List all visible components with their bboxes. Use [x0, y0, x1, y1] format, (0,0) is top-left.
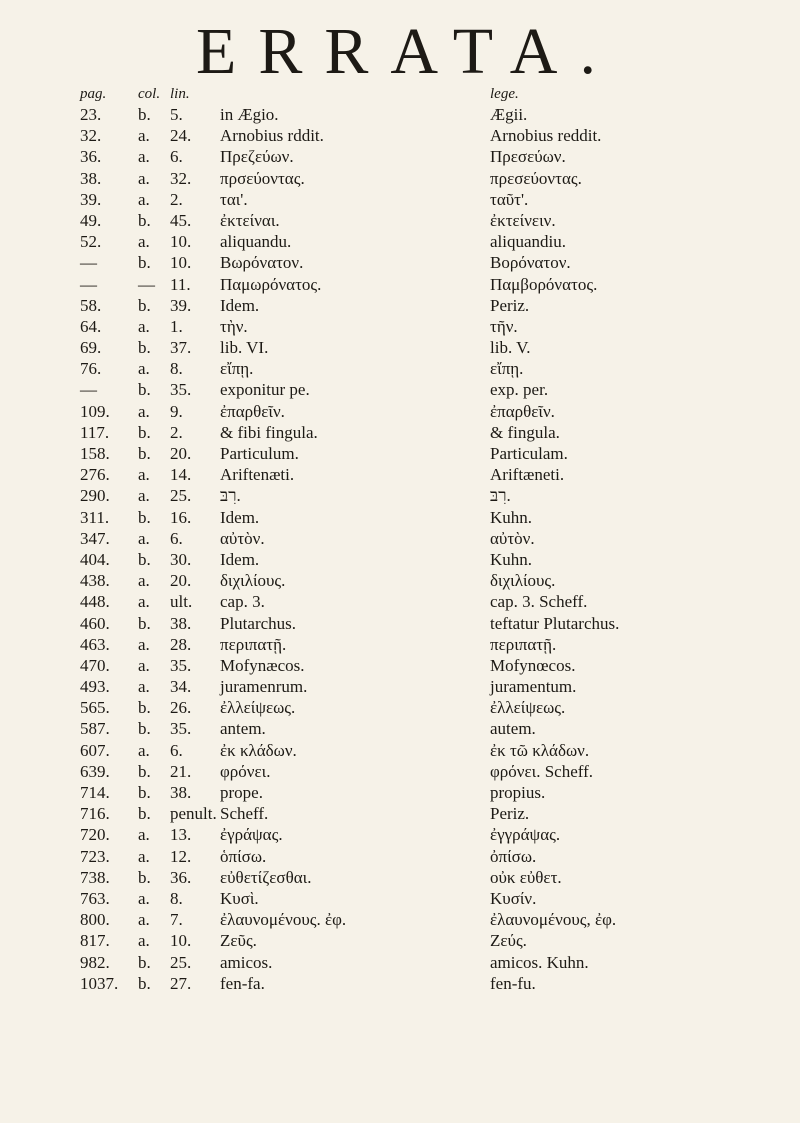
- errata-column: b.: [138, 295, 151, 315]
- errata-page-number: 817.: [80, 931, 110, 951]
- errata-page-number: 714.: [80, 783, 110, 802]
- errata-page-number: 64.: [80, 316, 102, 336]
- errata-correct-reading: aliquandiu.: [490, 232, 567, 252]
- errata-wrong-reading: lib. VI.: [220, 338, 269, 358]
- errata-column: a.: [138, 486, 150, 506]
- errata-correct-reading: οὐκ εὐθετ.: [490, 867, 562, 887]
- errata-page-number: 607.: [80, 740, 110, 760]
- errata-line: 36.: [170, 867, 192, 887]
- errata-row: [80, 507, 760, 528]
- errata-line: 26.: [170, 698, 192, 718]
- errata-correct-reading: Πρεσεύων.: [490, 147, 566, 167]
- errata-column: a.: [138, 677, 150, 697]
- errata-header-row: [80, 84, 760, 104]
- errata-column: b.: [138, 422, 151, 442]
- page-title: ERRATA.: [196, 15, 618, 88]
- errata-correct-reading: ταῦτ'.: [490, 189, 529, 209]
- errata-row: [80, 973, 760, 994]
- errata-correct-reading: Βορόνατον.: [490, 253, 571, 273]
- errata-row: [80, 422, 760, 443]
- errata-wrong-reading: Scheff.: [220, 804, 269, 824]
- errata-page-number: 76.: [80, 359, 102, 379]
- errata-page-number: 982.: [80, 952, 110, 972]
- errata-row: [80, 210, 760, 231]
- errata-column: —: [138, 274, 155, 294]
- errata-correct-reading: Mofynœcos.: [490, 655, 576, 675]
- errata-column: a.: [138, 465, 150, 485]
- errata-page-number: 738.: [80, 867, 110, 887]
- errata-page-number: 49.: [80, 210, 102, 230]
- errata-row: [80, 464, 760, 485]
- errata-wrong-reading: ἐπαρθεῖν.: [220, 401, 285, 421]
- errata-row: [80, 909, 760, 930]
- errata-line: 10.: [170, 931, 192, 951]
- errata-row: [80, 528, 760, 549]
- errata-correct-reading: ἐλαυνομένους, ἐφ.: [490, 910, 617, 930]
- errata-page-number: 463.: [80, 634, 110, 654]
- errata-line: 21.: [170, 761, 192, 781]
- errata-column: b.: [138, 210, 151, 230]
- errata-wrong-reading: φρόνει.: [220, 761, 271, 781]
- errata-line: 2.: [170, 422, 183, 442]
- errata-correct-reading: Ζεύς.: [490, 931, 527, 951]
- errata-line: 8.: [170, 359, 183, 379]
- errata-column: a.: [138, 888, 150, 908]
- errata-correct-reading: αὐτὸν.: [490, 528, 535, 548]
- errata-page-number: 347.: [80, 528, 110, 548]
- errata-row: [80, 952, 760, 973]
- errata-correct-reading: & fingula.: [490, 422, 560, 442]
- errata-correct-reading: Ariftæneti.: [490, 465, 565, 485]
- errata-correct-reading: περιπατῇ.: [490, 634, 557, 654]
- errata-line: 6.: [170, 740, 183, 760]
- errata-line: 5.: [170, 105, 183, 124]
- errata-correct-reading: רִבּ.: [490, 486, 511, 506]
- errata-row: [80, 295, 760, 316]
- errata-wrong-reading: antem.: [220, 719, 266, 739]
- errata-page-number: 52.: [80, 232, 102, 252]
- errata-wrong-reading: διχιλίους.: [220, 571, 286, 591]
- errata-page-number: 32.: [80, 126, 102, 146]
- errata-wrong-reading: juramenrum.: [220, 677, 308, 697]
- errata-column: a.: [138, 655, 150, 675]
- errata-page-number: 39.: [80, 189, 102, 209]
- errata-row: [80, 634, 760, 655]
- errata-wrong-reading: ὁπίσω.: [220, 846, 267, 866]
- errata-page-number: 69.: [80, 338, 102, 358]
- errata-wrong-reading: Mofynæcos.: [220, 655, 305, 675]
- errata-wrong-reading: Idem.: [220, 295, 260, 315]
- errata-row: [80, 252, 760, 273]
- errata-page-number: 404.: [80, 549, 110, 569]
- errata-row: [80, 655, 760, 676]
- errata-row: [80, 358, 760, 379]
- errata-column: b.: [138, 952, 151, 972]
- errata-column: b.: [138, 338, 151, 358]
- errata-wrong-reading: Παμωρόνατος.: [220, 274, 322, 294]
- errata-page-number: 438.: [80, 571, 110, 591]
- errata-correct-reading: propius.: [490, 783, 546, 802]
- errata-row: [80, 570, 760, 591]
- errata-correct-reading: Kuhn.: [490, 549, 533, 569]
- errata-line: 10.: [170, 232, 192, 252]
- errata-line: 12.: [170, 846, 192, 866]
- errata-wrong-reading: Βωρόνατον.: [220, 253, 304, 273]
- errata-page-number: 23.: [80, 105, 102, 124]
- errata-line: 20.: [170, 571, 192, 591]
- errata-row: [80, 401, 760, 422]
- errata-page-number: 448.: [80, 592, 110, 612]
- errata-page-number: 311.: [80, 507, 110, 527]
- errata-wrong-reading: Arnobius rddit.: [220, 126, 324, 146]
- errata-row: [80, 316, 760, 337]
- errata-line: 16.: [170, 507, 192, 527]
- errata-page-number: 565.: [80, 698, 110, 718]
- errata-wrong-reading: Idem.: [220, 549, 260, 569]
- errata-wrong-reading: αὐτὸν.: [220, 528, 265, 548]
- errata-line: 28.: [170, 634, 192, 654]
- errata-line: 35.: [170, 655, 192, 675]
- errata-line: 20.: [170, 444, 192, 463]
- errata-column: b.: [138, 444, 151, 463]
- errata-line: 14.: [170, 465, 192, 485]
- errata-page-number: 109.: [80, 401, 110, 421]
- errata-correct-reading: ἐπαρθεῖν.: [490, 401, 555, 421]
- errata-row: [80, 549, 760, 570]
- errata-row: [80, 613, 760, 634]
- errata-column: a.: [138, 168, 150, 188]
- header-col: col.: [138, 86, 161, 102]
- errata-correct-reading: Periz.: [490, 295, 530, 315]
- errata-page-number: 460.: [80, 613, 110, 633]
- errata-page-number: 117.: [80, 422, 110, 442]
- errata-row: [80, 485, 760, 506]
- errata-correct-reading: amicos. Kuhn.: [490, 952, 589, 972]
- errata-wrong-reading: prope.: [220, 783, 263, 802]
- errata-page-number: 38.: [80, 168, 102, 188]
- errata-wrong-reading: aliquandu.: [220, 232, 292, 252]
- errata-line: 38.: [170, 783, 192, 802]
- errata-table: [80, 84, 760, 994]
- errata-column: a.: [138, 316, 150, 336]
- errata-row: [80, 740, 760, 761]
- errata-row: [80, 231, 760, 252]
- errata-page-number: 800.: [80, 910, 110, 930]
- errata-page-number: 470.: [80, 655, 110, 675]
- errata-correct-reading: ἐκτείνειν.: [490, 210, 556, 230]
- errata-line: 11.: [170, 274, 191, 294]
- errata-correct-reading: juramentum.: [490, 677, 577, 697]
- errata-page-number: 1037.: [80, 973, 119, 993]
- errata-wrong-reading: רִבּ.: [220, 486, 241, 506]
- errata-row: [80, 168, 760, 189]
- header-lege: lege.: [490, 86, 519, 102]
- errata-column: a.: [138, 189, 150, 209]
- errata-correct-reading: φρόνει. Scheff.: [490, 761, 594, 781]
- errata-column: b.: [138, 698, 151, 718]
- errata-correct-reading: διχιλίους.: [490, 571, 556, 591]
- errata-line: 7.: [170, 910, 183, 930]
- header-pag: pag.: [80, 86, 107, 102]
- errata-line: 35.: [170, 380, 192, 400]
- errata-column: a.: [138, 825, 150, 845]
- errata-line: 8.: [170, 888, 183, 908]
- errata-wrong-reading: Ζεῦς.: [220, 931, 257, 951]
- errata-line: 6.: [170, 528, 183, 548]
- errata-line: 27.: [170, 973, 192, 993]
- errata-wrong-reading: amicos.: [220, 952, 273, 972]
- header-lin: lin.: [170, 86, 190, 102]
- errata-row: [80, 888, 760, 909]
- errata-column: a.: [138, 528, 150, 548]
- errata-row: [80, 824, 760, 845]
- errata-column: b.: [138, 105, 151, 124]
- errata-correct-reading: Particulam.: [490, 444, 568, 463]
- errata-page-number: 276.: [80, 465, 110, 485]
- errata-column: b.: [138, 380, 151, 400]
- errata-page-number: 763.: [80, 888, 110, 908]
- errata-page-number: 158.: [80, 444, 110, 463]
- errata-page-number: 36.: [80, 147, 102, 167]
- errata-correct-reading: εἴπῃ.: [490, 359, 524, 379]
- errata-column: b.: [138, 549, 151, 569]
- errata-correct-reading: Παμβορόνατος.: [490, 274, 598, 294]
- errata-line: 30.: [170, 549, 192, 569]
- errata-page-number: 716.: [80, 804, 110, 824]
- errata-line: 35.: [170, 719, 192, 739]
- errata-correct-reading: exp. per.: [490, 380, 549, 400]
- errata-correct-reading: Κυσίν.: [490, 888, 537, 908]
- errata-correct-reading: ἐλλείψεως.: [490, 698, 566, 718]
- errata-row: [80, 274, 760, 295]
- errata-row: [80, 379, 760, 400]
- errata-wrong-reading: εἴπῃ.: [220, 359, 254, 379]
- errata-column: b.: [138, 761, 151, 781]
- errata-wrong-reading: fen-fa.: [220, 973, 265, 993]
- errata-wrong-reading: cap. 3.: [220, 592, 265, 612]
- errata-column: a.: [138, 740, 150, 760]
- errata-correct-reading: teftatur Plutarchus.: [490, 613, 620, 633]
- errata-column: a.: [138, 846, 150, 866]
- errata-line: 38.: [170, 613, 192, 633]
- errata-page-number: —: [80, 274, 97, 294]
- errata-row: [80, 443, 760, 464]
- errata-page-number: 58.: [80, 295, 102, 315]
- errata-line: 25.: [170, 486, 192, 506]
- errata-wrong-reading: περιπατῇ.: [220, 634, 287, 654]
- errata-wrong-reading: Κυσὶ.: [220, 888, 259, 908]
- errata-page-number: —: [80, 253, 97, 273]
- errata-column: a.: [138, 401, 150, 421]
- errata-column: b.: [138, 253, 151, 273]
- errata-wrong-reading: Πρεζεύων.: [220, 147, 294, 167]
- errata-column: a.: [138, 571, 150, 591]
- errata-wrong-reading: τὴν.: [220, 316, 248, 336]
- errata-column: b.: [138, 973, 151, 993]
- errata-row: [80, 189, 760, 210]
- errata-wrong-reading: & fibi fingula.: [220, 422, 318, 442]
- errata-row: [80, 718, 760, 739]
- errata-line: 34.: [170, 677, 192, 697]
- errata-line: 6.: [170, 147, 183, 167]
- errata-correct-reading: τῆν.: [490, 316, 518, 336]
- errata-line: 45.: [170, 210, 192, 230]
- errata-correct-reading: Periz.: [490, 804, 530, 824]
- errata-line: 37.: [170, 338, 192, 358]
- errata-wrong-reading: ται'.: [220, 189, 248, 209]
- errata-row: [80, 867, 760, 888]
- errata-line: penult.: [170, 804, 217, 824]
- errata-column: b.: [138, 507, 151, 527]
- errata-row: [80, 337, 760, 358]
- errata-column: b.: [138, 804, 151, 824]
- errata-wrong-reading: Plutarchus.: [220, 613, 297, 633]
- errata-correct-reading: ἐκ τῶ κλάδων.: [490, 740, 590, 760]
- errata-page-number: —: [80, 380, 97, 400]
- errata-line: ult.: [170, 592, 193, 612]
- errata-wrong-reading: Ariftenæti.: [220, 465, 295, 485]
- errata-wrong-reading: Particulum.: [220, 444, 299, 463]
- errata-correct-reading: Kuhn.: [490, 507, 533, 527]
- errata-column: a.: [138, 592, 150, 612]
- errata-line: 2.: [170, 189, 183, 209]
- errata-column: a.: [138, 910, 150, 930]
- errata-line: 1.: [170, 316, 183, 336]
- errata-wrong-reading: ἐλλείψεως.: [220, 698, 296, 718]
- errata-column: b.: [138, 783, 151, 802]
- errata-row: [80, 803, 760, 824]
- errata-row: [80, 697, 760, 718]
- errata-line: 24.: [170, 126, 192, 146]
- errata-row: [80, 930, 760, 951]
- errata-row: [80, 846, 760, 867]
- errata-row: [80, 782, 760, 803]
- errata-correct-reading: Ægii.: [490, 105, 528, 124]
- errata-correct-reading: πρεσεύοντας.: [490, 168, 582, 188]
- errata-column: a.: [138, 232, 150, 252]
- errata-correct-reading: fen-fu.: [490, 973, 536, 993]
- errata-row: [80, 676, 760, 697]
- errata-line: 25.: [170, 952, 192, 972]
- errata-correct-reading: autem.: [490, 719, 536, 739]
- errata-wrong-reading: exponitur pe.: [220, 380, 310, 400]
- errata-line: 9.: [170, 401, 183, 421]
- errata-correct-reading: ὀπίσω.: [490, 846, 537, 866]
- errata-wrong-reading: ἐλαυνομένους. ἐφ.: [220, 910, 347, 930]
- errata-wrong-reading: ἐγράψας.: [220, 825, 283, 845]
- errata-row: [80, 591, 760, 612]
- errata-row: [80, 104, 760, 125]
- errata-page-number: 290.: [80, 486, 110, 506]
- errata-column: a.: [138, 147, 150, 167]
- errata-page-number: 720.: [80, 825, 110, 845]
- errata-wrong-reading: πρσεύοντας.: [220, 168, 305, 188]
- errata-line: 32.: [170, 168, 192, 188]
- errata-line: 39.: [170, 295, 192, 315]
- errata-correct-reading: Arnobius reddit.: [490, 126, 602, 146]
- errata-column: a.: [138, 634, 150, 654]
- errata-wrong-reading: Idem.: [220, 507, 260, 527]
- errata-column: a.: [138, 126, 150, 146]
- errata-column: b.: [138, 613, 151, 633]
- errata-correct-reading: ἐγγράψας.: [490, 825, 561, 845]
- errata-column: a.: [138, 359, 150, 379]
- errata-correct-reading: lib. V.: [490, 338, 531, 358]
- errata-correct-reading: cap. 3. Scheff.: [490, 592, 588, 612]
- errata-row: [80, 761, 760, 782]
- errata-line: 10.: [170, 253, 192, 273]
- errata-row: [80, 125, 760, 146]
- errata-page-number: 493.: [80, 677, 110, 697]
- errata-row: [80, 146, 760, 167]
- errata-page-number: 639.: [80, 761, 110, 781]
- errata-wrong-reading: ἐκτείναι.: [220, 210, 280, 230]
- errata-wrong-reading: ἐκ κλάδων.: [220, 740, 297, 760]
- errata-line: 13.: [170, 825, 192, 845]
- errata-column: b.: [138, 867, 151, 887]
- errata-wrong-reading: εὐθετίζεσθαι.: [220, 867, 312, 887]
- errata-column: b.: [138, 719, 151, 739]
- errata-wrong-reading: in Ægio.: [220, 105, 279, 124]
- errata-page-number: 587.: [80, 719, 110, 739]
- errata-page-number: 723.: [80, 846, 110, 866]
- errata-column: a.: [138, 931, 150, 951]
